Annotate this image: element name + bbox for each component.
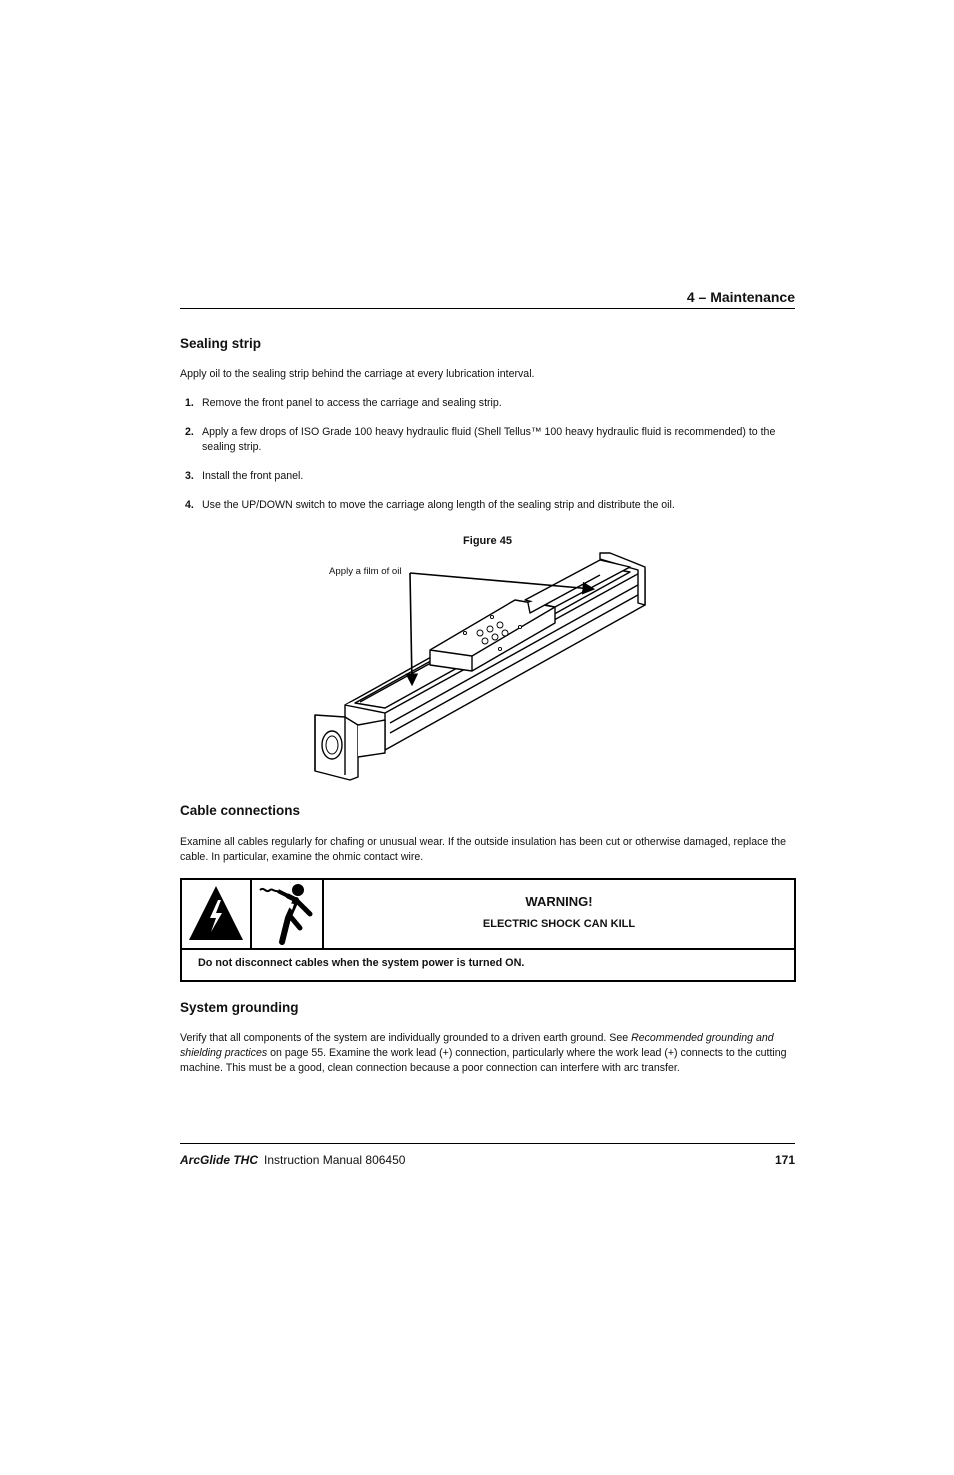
chapter-title: 4 – Maintenance [686,289,795,305]
step-text: Use the UP/DOWN switch to move the carriage along length of the sealing strip and distribute the oil. [202,499,675,511]
page-number: 171 [774,1153,795,1167]
footer-rule [180,1143,795,1144]
grounding-reference-link[interactable]: Recommended grounding and shielding practices [180,1032,774,1059]
header-rule [180,308,795,309]
footer-brand: ArcGlide THC [180,1153,259,1167]
linear-actuator-illustration [300,545,660,790]
figure-title: Figure 45 [463,535,512,547]
step-number: 2. [185,426,194,438]
step-text: Remove the front panel to access the carriage and sealing strip. [202,397,502,409]
cable-connections-text: Examine all cables regularly for chafing or unusual wear. If the outside insulation has been cut or otherwise damaged, replace the cable. In particular, examine the ohmic contact wire. [180,836,786,863]
step-3 [180,469,795,484]
step-4 [180,498,795,513]
step-text: Install the front panel. [202,470,304,482]
step-1 [180,396,795,411]
warning-box [180,878,796,982]
electric-shock-person-icon [252,880,324,948]
warning-body: Do not disconnect cables when the system power is turned ON. [198,957,525,969]
grounding-text-start: Verify that all components of the system are individually grounded to a driven earth ground. See [180,1032,632,1044]
step-number: 1. [185,397,194,409]
footer-manual: Instruction Manual 806450 [264,1153,406,1167]
warning-subtitle: ELECTRIC SHOCK CAN KILL [482,918,636,930]
warning-header-row [182,880,794,950]
footer-left [180,1153,405,1167]
figure-callout: Apply a film of oil [329,566,402,577]
step-number: 3. [185,470,194,482]
step-text: Apply a few drops of ISO Grade 100 heavy hydraulic fluid (Shell Tellus™ 100 heavy hydraulic fluid is recommended) to the sealing strip. [202,426,776,453]
step-number: 4. [185,499,194,511]
high-voltage-icon [182,880,252,948]
cable-connections-heading: Cable connections [180,803,301,818]
sealing-strip-heading: Sealing strip [180,336,262,351]
system-grounding-text [180,1031,795,1076]
warning-title: WARNING! [525,894,593,909]
grounding-text-end: on page 55. Examine the work lead (+) connection, particularly where the work lead (+) connects to the cutting machine. This must be a good, clean connection because a poor connection can interfere with arc transfer. [180,1047,787,1074]
system-grounding-heading: System grounding [180,1000,299,1015]
step-2 [180,425,795,455]
sealing-strip-intro: Apply oil to the sealing strip behind the carriage at every lubrication interval. [180,368,535,380]
